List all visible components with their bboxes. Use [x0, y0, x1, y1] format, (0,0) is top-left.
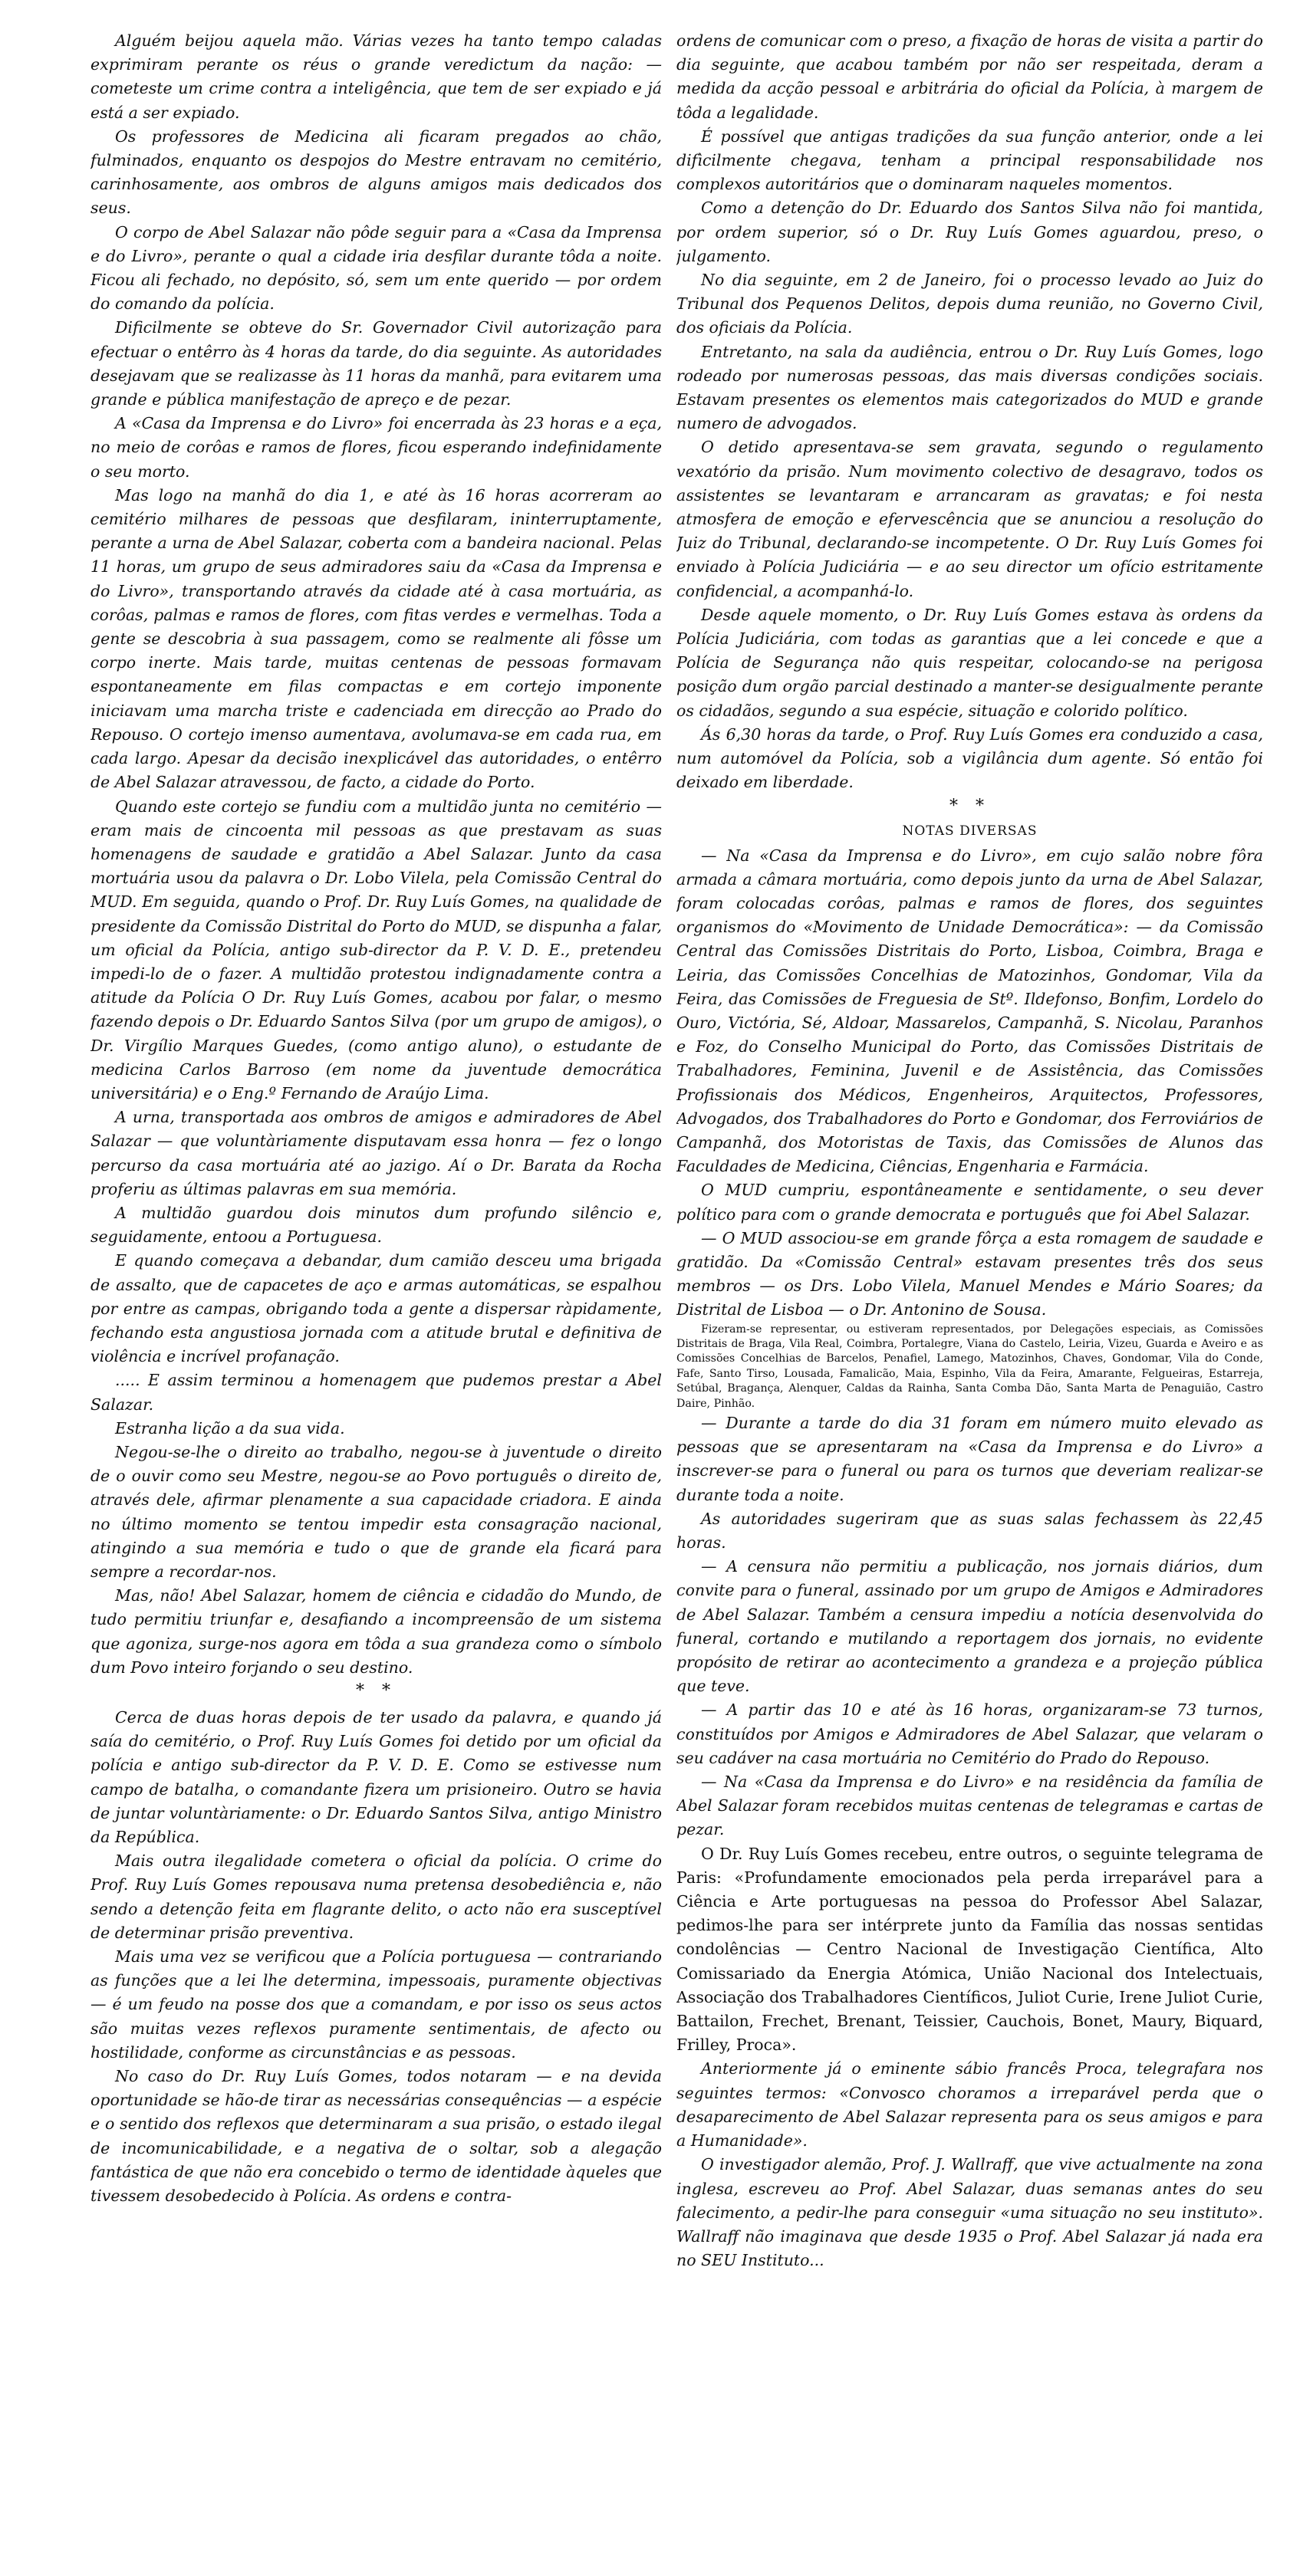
paragraph: Mais outra ilegalidade cometera o oficial da polícia. O crime do Prof. Ruy Luís Gomes repousava numa pretensa desobediência e, não sendo a detenção feita em flagrante delito, o acto não era susceptível de determinar prisão preventiva. [90, 1852, 662, 1942]
paragraph: Anteriormente já o eminente sábio francês Proca, telegrafara nos seguintes termos: «Convosco choramos a irreparável perda que o desaparecimento de Abel Salazar representa para os seus amigos e para a Humanidade». [676, 2059, 1263, 2150]
paragraph: O MUD cumpriu, espontâneamente e sentidamente, o seu dever político para com o grande democrata e português que foi Abel Salazar. [676, 1181, 1263, 1224]
paragraph: — Durante a tarde do dia 31 foram em número muito elevado as pessoas que se apresentaram na «Casa da Imprensa e do Livro» a inscrever-se para o funeral ou para os turnos que deveriam realizar-se durante toda a noite. [676, 1414, 1263, 1504]
section-separator: * * [356, 1681, 397, 1701]
paragraph: Ás 6,30 horas da tarde, o Prof. Ruy Luís Gomes era conduzido a casa, num automóvel da Polícia, sob a vigilância dum agente. Só então foi deixado em liberdade. [676, 724, 1263, 792]
paragraph: A multidão guardou dois minutos dum profundo silêncio e, seguidamente, entoou a Portuguesa. [90, 1203, 662, 1247]
paragraph: Mais uma vez se verificou que a Polícia portuguesa — contrariando as funções que a lei lhe determina, impessoais, puramente objectivas — é um feudo na posse dos que a comandam, e por isso os seus actos são muitas vezes reflexos puramente sentimentais, de afecto ou hostilidade, conforme as circunstâncias e as pessoas. [90, 1947, 662, 2062]
paragraph: Dificilmente se obteve do Sr. Governador Civil autorização para efectuar o entêrro às 4 horas da tarde, do dia seguinte. As autoridades desejavam que se realizasse às 11 horas da manhã, para evitarem uma grande e pública manifestação de apreço e de pezar. [90, 318, 662, 409]
paragraph: — O MUD associou-se em grande fôrça a esta romagem de saudade e gratidão. Da «Comissão Central» estavam presentes três dos seus membros — os Drs. Lobo Vilela, Manuel Mendes e Mário Soares; da Distrital de Lisboa — o Dr. Antonino de Sousa. [676, 1228, 1263, 1319]
paragraph: O corpo de Abel Salazar não pôde seguir para a «Casa da Imprensa e do Livro», perante o qual a cidade iria desfilar durante tôda a noite. Ficou ali fechado, no depósito, só, sem um ente querido — por ordem do comando da polícia. [90, 222, 662, 314]
paragraph: ordens de comunicar com o preso, a fixação de horas de visita a partir do dia seguinte, que acabou também por não ser respeitada, deram a medida da acção pessoal e arbitrária do oficial da Polícia, à margem de tôda a legalidade. [676, 31, 1263, 122]
paragraph: — A censura não permitiu a publicação, nos jornais diários, dum convite para o funeral, assinado por um grupo de Amigos e Admiradores de Abel Salazar. Também a censura impediu a notícia desenvolvida do funeral, cortando e mutilando a reportagem dos jornais, no evidente propósito de retirar ao acontecimento a grandeza e a projeção pública que teve. [676, 1557, 1263, 1696]
paragraph: Negou-se-lhe o direito ao trabalho, negou-se à juventude o direito de o ouvir como seu Mestre, negou-se ao Povo português o direito de, através dele, afirmar plenamente a sua capacidade criadora. E ainda no último momento se tentou impedir esta consagração nacional, atingindo a sua memória e tudo o que de grande ela ficará para sempre a recordar-nos. [90, 1442, 662, 1581]
paragraph: — Na «Casa da Imprensa e do Livro» e na residência da família de Abel Salazar foram recebidos muitas centenas de telegramas e cartas de pezar. [676, 1773, 1263, 1839]
paragraph: Estranha lição a da sua vida. [115, 1418, 345, 1438]
paragraph: A «Casa da Imprensa e do Livro» foi encerrada às 23 horas e a eça, no meio de corôas e ramos de flores, ficou esperando indefinidamente o seu morto. [90, 414, 662, 481]
paragraph: Como a detenção do Dr. Eduardo dos Santos Silva não foi mantida, por ordem superior, só o Dr. Ruy Luís Gomes aguardou, preso, o julgamento. [676, 199, 1263, 265]
section-heading: NOTAS DIVERSAS [902, 823, 1038, 839]
paragraph: Os professores de Medicina ali ficaram pregados ao chão, fulminados, enquanto os despojos do Mestre entravam no cemitério, carinhosamente, aos ombros de alguns amigos mais dedicados dos seus. [90, 127, 662, 218]
paragraph: Quando este cortejo se fundiu com a multidão junta no cemitério — eram mais de cincoenta mil pessoas as que prestavam as suas homenagens de saudade e gratidão a Abel Salazar. Junto da casa mortuária usou da palavra o Dr. Lobo Vilela, pela Comissão Central do MUD. Em seguida, quando o Prof. Dr. Ruy Luís Gomes, na qualidade de presidente da Comissão Distrital do Porto do MUD, se dispunha a falar, um oficial da Polícia, antigo sub-director da P. V. D. E., pretendeu impedi-lo de o fazer. A multidão protestou indignadamente contra a atitude da Polícia O Dr. Ruy Luís Gomes, acabou por falar, o mesmo fazendo depois o Dr. Eduardo Santos Silva (por um grupo de amigos), o Dr. Virgílio Marques Guedes, (como antigo aluno), o estudante de medicina Carlos Barroso (em nome da juventude democrática universitária) e o Eng.º Fernando de Araújo Lima. [90, 797, 662, 1102]
paragraph: — Na «Casa da Imprensa e do Livro», em cujo salão nobre fôra armada a câmara mortuária, como depois junto da urna de Abel Salazar, foram colocadas corôas, palmas e ramos de flores, dos seguintes organismos do «Movimento de Unidade Democrática»: — da Comissão Central das Comissões Distritais do Porto, Lisboa, Coimbra, Braga e Leiria, das Comissões Concelhias de Matozinhos, Gondomar, Vila da Feira, das Comissões de Freguesia de Stº. Ildefonso, Bonfim, Lordelo do Ouro, Victória, Sé, Aldoar, Massarelos, Campanhã, S. Nicolau, Paranhos e Foz, do Conselho Municipal do Porto, das Comissões Distritais de Trabalhadores, Feminina, Juvenil e de Assistência, das Comissões Profissionais dos Médicos, Engenheiros, Arquitectos, Professores, Advogados, dos Trabalhadores do Porto e Gondomar, dos Ferroviários de Campanhã, dos Motoristas de Taxis, das Comissões de Alunos das Faculdades de Medicina, Ciências, Engenharia e Farmácia. [676, 846, 1263, 1176]
paragraph: A urna, transportada aos ombros de amigos e admiradores de Abel Salazar — que voluntàriamente disputavam essa honra — fez o longo percurso da casa mortuária até ao jazigo. Aí o Dr. Barata da Rocha proferiu as últimas palavras em sua memória. [90, 1108, 662, 1198]
paragraph: No dia seguinte, em 2 de Janeiro, foi o processo levado ao Juiz do Tribunal dos Pequenos Delitos, depois duma reunião, no Governo Civil, dos oficiais da Polícia. [676, 271, 1263, 337]
paragraph: Desde aquele momento, o Dr. Ruy Luís Gomes estava às ordens da Polícia Judiciária, com todas as garantias que a lei concede e que a Polícia de Segurança não quis respeitar, colocando-se na perigosa posição dum orgão parcial destinado a manter-se desigualmente perante os cidadãos, segundo a sua espécie, situação e colorido político. [676, 605, 1263, 720]
paragraph: Cerca de duas horas depois de ter usado da palavra, e quando já saía do cemitério, o Prof. Ruy Luís Gomes foi detido por um oficial da polícia e antigo sub-director da P. V. D. E. Como se estivesse num campo de batalha, o comandante fizera um prisioneiro. Outro se havia de juntar voluntàriamente: o Dr. Eduardo Santos Silva, antigo Ministro da República. [90, 1708, 662, 1847]
paragraph: ..... E assim terminou a homenagem que pudemos prestar a Abel Salazar. [90, 1371, 662, 1414]
paragraph: O detido apresentava-se sem gravata, segundo o regulamento vexatório da prisão. Num movimento colectivo de desagravo, todos os assistentes se levantaram e arrancaram as gravatas; e foi nesta atmosfera de emoção e efervescência que se anunciou a resolução do Juiz do Tribunal, declarando-se incompetente. O Dr. Ruy Luís Gomes foi enviado à Polícia Judiciária — e ao seu director um ofício estritamente confidencial, a acompanhá-lo. [676, 438, 1263, 600]
paragraph: O Dr. Ruy Luís Gomes recebeu, entre outros, o seguinte telegrama de Paris: «Profundamente emocionados pela perda irreparável para a Ciência e Arte portuguesas na pessoa do Professor Abel Salazar, pedimos-lhe para ser intérprete junto da Família das nossas sentidas condolências — Centro Nacional de Investigação Científica, Alto Comissariado da Energia Atómica, União Nacional dos Intelectuais, Associação dos Trabalhadores Científicos, Juliot Curie, Irene Juliot Curie, Battailon, Frechet, Brenant, Teissier, Cauchois, Bonet, Maury, Biquard, Frilley, Proca». [676, 1844, 1263, 2055]
section-separator: * * [949, 796, 990, 816]
paragraph: Entretanto, na sala da audiência, entrou o Dr. Ruy Luís Gomes, logo rodeado por numerosas pessoas, das mais diversas condições sociais. Estavam presentes os elementos mais categorizados do MUD e grande numero de advogados. [676, 342, 1263, 433]
left-column [90, 29, 662, 2208]
paragraph: As autoridades sugeriram que as suas salas fechassem às 22,45 horas. [676, 1509, 1263, 1552]
paragraph: No caso do Dr. Ruy Luís Gomes, todos notaram — e na devida oportunidade se hão-de tirar as necessárias consequências — a espécie e o sentido dos reflexos que determinaram a sua prisão, o estado ilegal de incomunicabilidade, e a negativa de o soltar, sob a alegação fantástica de que não era concebido o termo de identidade àqueles que tivessem desobedecido à Polícia. As ordens e contra- [90, 2067, 662, 2206]
paragraph: E quando começava a debandar, dum camião desceu uma brigada de assalto, que de capacetes de aço e armas automáticas, se espalhou por entre as campas, obrigando toda a gente a dispersar ràpidamente, fechando esta angustiosa jornada com a atitude brutal e definitiva de violência e incrível profanação. [90, 1251, 662, 1366]
paragraph: O investigador alemão, Prof. J. Wallraff, que vive actualmente na zona inglesa, escreveu ao Prof. Abel Salazar, duas semanas antes do seu falecimento, a pedir-lhe para conseguir «uma situação no seu instituto». Wallraff não imaginava que desde 1935 o Prof. Abel Salazar já nada era no SEU Instituto... [676, 2155, 1263, 2270]
paragraph: Alguém beijou aquela mão. Várias vezes ha tanto tempo caladas exprimiram perante os réus o grande veredictum da nação: — cometeste um crime contra a inteligência, que tem de ser expiado e já está a ser expiado. [90, 31, 662, 122]
paragraph: — A partir das 10 e até às 16 horas, organizaram-se 73 turnos, constituídos por Amigos e Admiradores de Abel Salazar, que velaram o seu cadáver na casa mortuária no Cemitério do Prado do Repouso. [676, 1700, 1263, 1767]
paragraph: É possível que antigas tradições da sua função anterior, onde a lei difìcilmente chegava, tenham a principal responsabilidade nos complexos autoritários que o dominaram naqueles momentos. [676, 127, 1263, 194]
right-column [676, 29, 1263, 2272]
small-print-paragraph: Fizeram-se representar, ou estiveram representados, por Delegações especiais, as Comissões Distritais de Braga, Vila Real, Coimbra, Portalegre, Viana do Castelo, Leiria, Vizeu, Guarda e Aveiro e as Comissões Concelhias de Barcelos, Penafiel, Lamego, Matozinhos, Chaves, Gondomar, Vila do Conde, Fafe, Santo Tirso, Lousada, Famalicão, Maia, Espinho, Vila da Feira, Amarante, Felgueiras, Estarreja, Setúbal, Bragança, Alenquer, Caldas da Rainha, Santa Comba Dão, Santa Marta de Penaguião, Castro Daire, Pinhão. [676, 1322, 1263, 1410]
paragraph: Mas, não! Abel Salazar, homem de ciência e cidadão do Mundo, de tudo permitiu triunfar e, desafiando a incompreensão de um sistema que agoniza, surge-nos agora em tôda a sua grandeza como o símbolo dum Povo inteiro forjando o seu destino. [90, 1586, 662, 1677]
paragraph: Mas logo na manhã do dia 1, e até às 16 horas acorreram ao cemitério milhares de pessoas que desfilaram, ininterruptamente, perante a urna de Abel Salazar, coberta com a bandeira nacional. Pelas 11 horas, um grupo de seus admiradores saiu da «Casa da Imprensa e do Livro», transportando através da cidade até à casa mortuária, as corôas, palmas e ramos de flores, com fitas verdes e vermelhas. Toda a gente se descobria à sua passagem, como se realmente ali fôsse um corpo inerte. Mais tarde, muitas centenas de pessoas formavam espontaneamente em filas compactas e em cortejo imponente iniciavam uma marcha triste e cadenciada em direcção ao Prado do Repouso. O cortejo imenso aumentava, avolumava-se em cada rua, em cada largo. Apesar da decisão inexplicável das autoridades, o entêrro de Abel Salazar atravessou, de facto, a cidade do Porto. [90, 485, 662, 792]
